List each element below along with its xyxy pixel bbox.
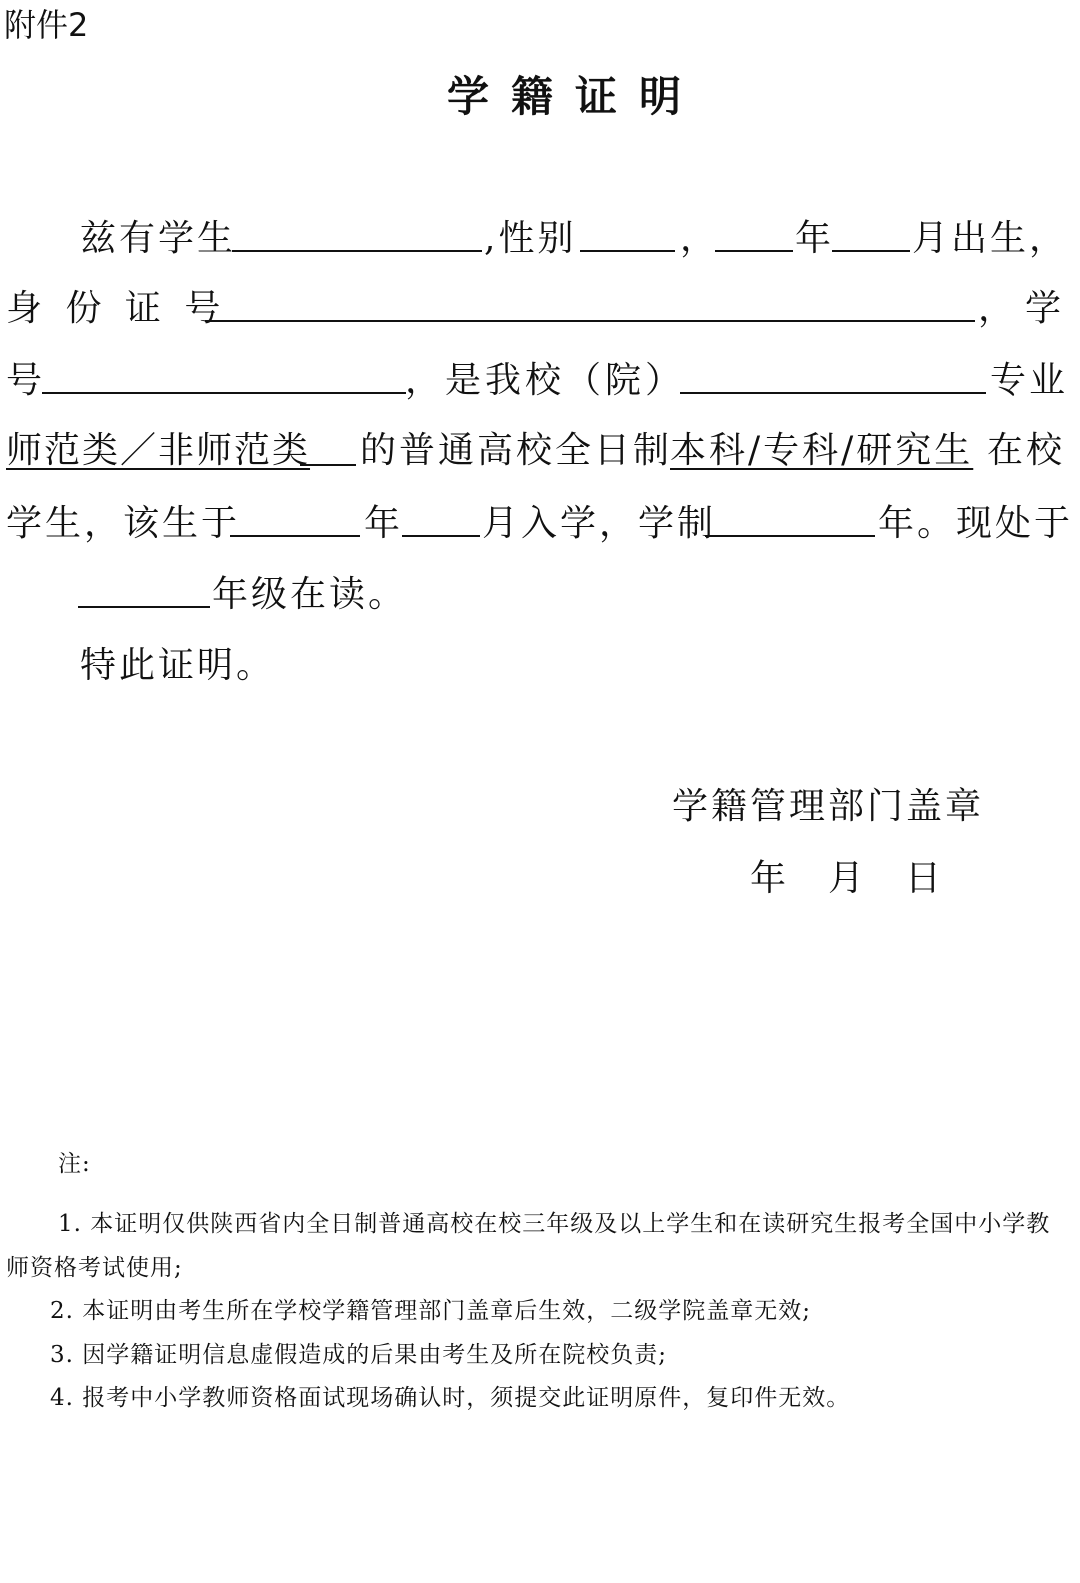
- stamp-label: 学籍管理部门盖章: [672, 786, 985, 827]
- month-born-label: 月出生，: [912, 218, 1069, 259]
- hao-label: 号: [6, 360, 46, 401]
- page-title: 学籍证明: [446, 72, 703, 121]
- note-item-4: 4. 报考中小学教师资格面试现场确认时，须提交此证明原件，复印件无效。: [50, 1385, 851, 1411]
- body-line-3: [0, 352, 1080, 412]
- student-enroll-text: 学生，该生于: [6, 503, 241, 544]
- body-line-2: [0, 280, 1080, 340]
- notes-label: 注:: [58, 1151, 91, 1177]
- major-label: 专业: [990, 360, 1069, 401]
- at-school-text: 在校: [987, 430, 1066, 471]
- note-item-1-cont: 师资格考试使用;: [6, 1255, 183, 1281]
- id-label: 身 份 证 号: [6, 288, 227, 329]
- attachment-label: 附件2: [4, 6, 89, 44]
- student-number-blank[interactable]: [42, 392, 406, 394]
- enroll-year-blank[interactable]: [230, 535, 360, 537]
- date-month: 月: [828, 858, 868, 899]
- years-now-label: 年。现处于: [878, 503, 1074, 544]
- body-line-7: [0, 637, 1080, 697]
- note-item-3: 3. 因学籍证明信息虚假造成的后果由考生及所在院校负责;: [50, 1342, 668, 1368]
- enroll-month-blank[interactable]: [402, 535, 480, 537]
- body-line-6: [0, 566, 1080, 626]
- comma: ，: [978, 288, 1018, 329]
- gender-blank[interactable]: [580, 250, 675, 252]
- grade-blank[interactable]: [78, 606, 210, 608]
- category-text: 师范类／非师范类: [6, 430, 311, 471]
- date-year: 年: [750, 858, 790, 899]
- birth-year-blank[interactable]: [715, 250, 793, 252]
- enroll-month-label: 月入学，学制: [482, 503, 717, 544]
- note-item-2: 2. 本证明由考生所在学校学籍管理部门盖章后生效，二级学院盖章无效;: [50, 1298, 812, 1324]
- id-number-blank[interactable]: [205, 320, 975, 322]
- body-line-5: [0, 495, 1080, 555]
- category-underline-tail: [300, 464, 356, 466]
- comma: ，: [680, 218, 720, 259]
- note-item-1: 1. 本证明仅供陕西省内全日制普通高校在校三年级及以上学生和在读研究生报考全国中小学教: [58, 1211, 1051, 1237]
- body-line-4: [0, 422, 1080, 482]
- year-label: 年: [795, 218, 835, 259]
- year-label: 年: [364, 503, 404, 544]
- major-blank[interactable]: [680, 392, 986, 394]
- program-length-blank[interactable]: [705, 535, 875, 537]
- gender-label: ,性别: [484, 218, 577, 259]
- level-text: 本科/专科/研究生: [670, 430, 974, 471]
- birth-month-blank[interactable]: [832, 250, 910, 252]
- body-line-1: [0, 210, 1080, 270]
- xue-label: 学: [1025, 288, 1065, 329]
- certify-text: 特此证明。: [80, 645, 276, 686]
- grade-label: 年级在读。: [212, 574, 408, 615]
- school-label: ，是我校（院）: [405, 360, 686, 401]
- student-prefix: 兹有学生: [80, 218, 237, 259]
- student-name-blank[interactable]: [232, 250, 482, 252]
- regular-text: 的普通高校全日制: [360, 430, 673, 471]
- date-day: 日: [905, 858, 945, 899]
